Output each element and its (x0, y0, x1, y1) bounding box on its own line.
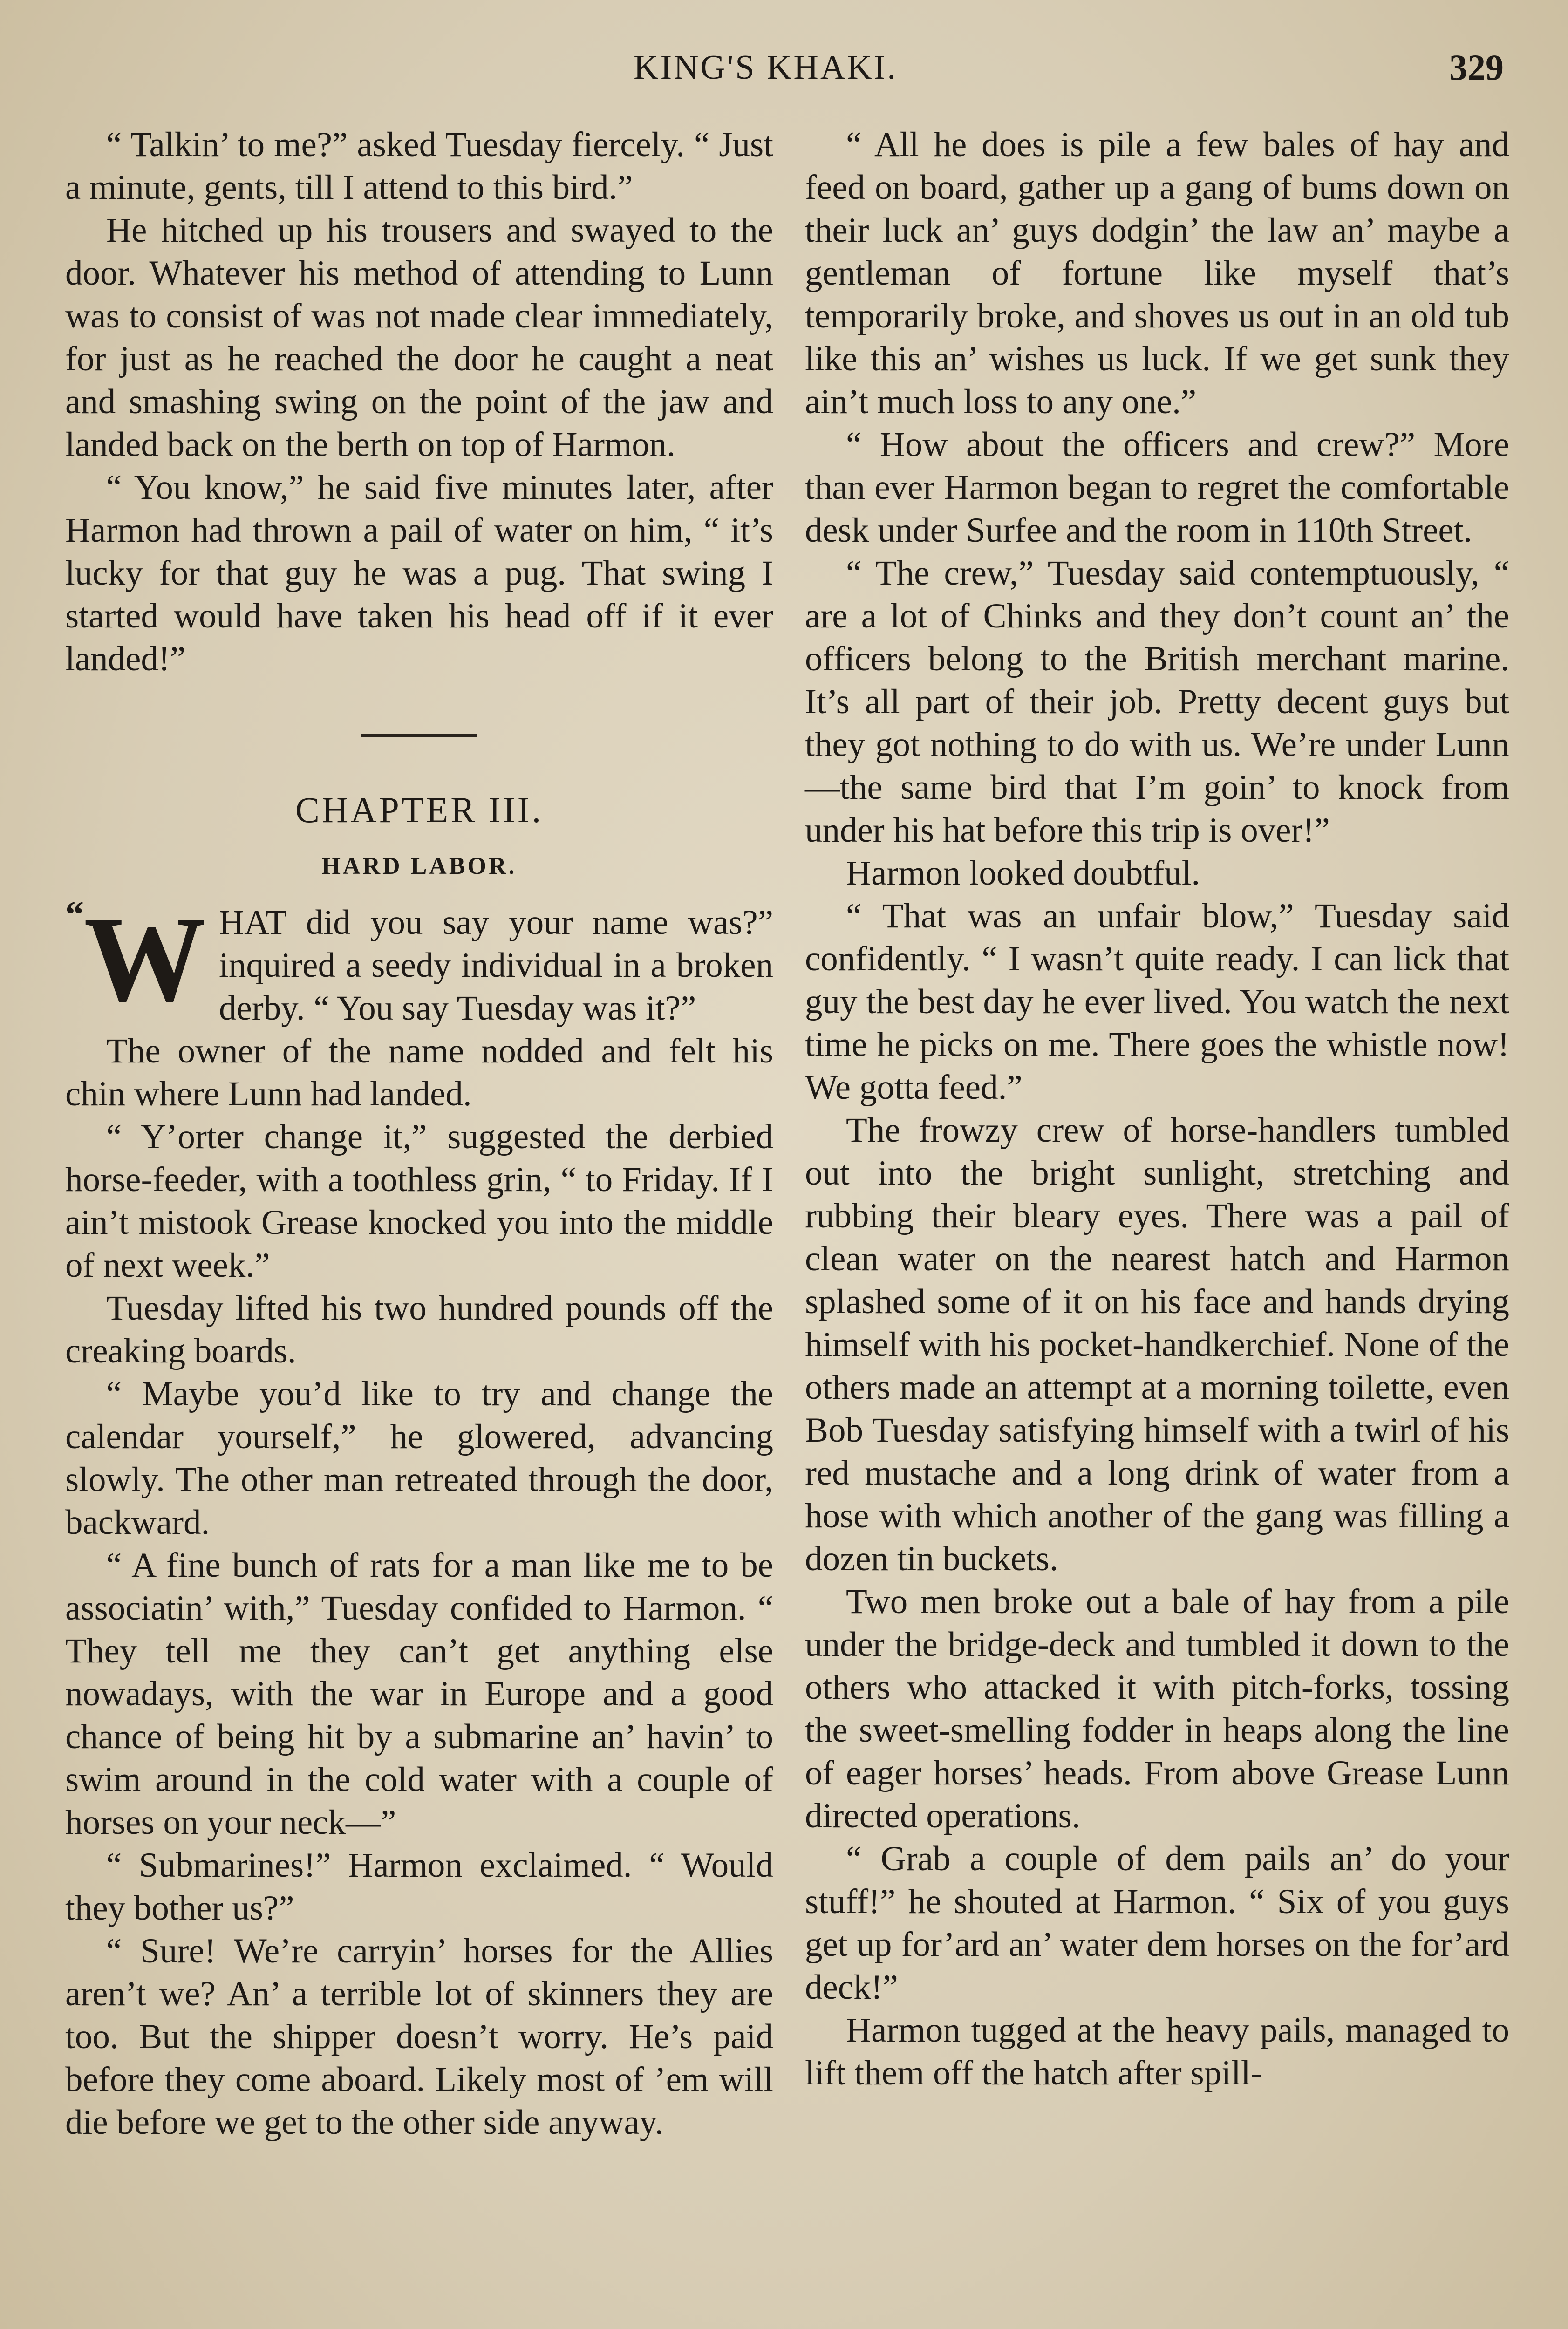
paragraph: He hitched up his trousers and swayed to the door. Whatever his method of attending to Lunn was to consist of was not made clear immediately, for just as he reached the door he caught a neat and smashing swing on the point of the jaw and landed back on the berth on top of Harmon. (65, 211, 773, 464)
paragraph: “ Y’orter change it,” suggested the derbied horse-feeder, with a toothless grin, “ to Friday. If I ain’t mistook Grease knocked you into the middle of next week.” (65, 1117, 773, 1285)
paragraph: Tuesday lifted his two hundred pounds off the creaking boards. (65, 1289, 773, 1370)
drop-cap: W (84, 892, 206, 1027)
page-number: 329 (1449, 47, 1504, 88)
paragraph: “ Submarines!” Harmon exclaimed. “ Would they bother us?” (65, 1846, 773, 1927)
paragraph: “ That was an unfair blow,” Tuesday said confidently. “ I wasn’t quite ready. I can lick that guy the best day he ever lived. You watch the next time he picks on me. There goes the whistle now! We gotta feed.” (805, 897, 1509, 1107)
paragraph: “ Maybe you’d like to try and change the calendar yourself,” he glowered, advancing slowly. The other man retreated through the door, backward. (65, 1375, 773, 1542)
opening-text: HAT did you say your name was?” inquired a seedy individual in a broken derby. “ You say Tuesday was it?” (219, 903, 773, 1028)
chapter-subtitle: HARD LABOR. (321, 853, 517, 879)
paragraph: The owner of the name nodded and felt his chin where Lunn had landed. (65, 1032, 773, 1113)
chapter-title: CHAPTER III. (295, 790, 544, 830)
page-header (0, 42, 1568, 93)
paragraph: “ Grab a couple of dem pails an’ do your stuff!” he shouted at Harmon. “ Six of you guys get up for’ard an’ water dem horses on the for’ard deck!” (805, 1839, 1509, 2007)
paragraph: “ How about the officers and crew?” More than ever Harmon began to regret the comfortable desk under Surfee and the room in 110th Street. (805, 425, 1509, 550)
opening-quote-mark: “ (65, 894, 84, 935)
left-column (65, 123, 773, 2144)
paragraph: Harmon looked doubtful. (846, 854, 1200, 892)
running-title: KING'S KHAKI. (634, 48, 898, 87)
paragraph: “ You know,” he said five minutes later, after Harmon had thrown a pail of water on him, “ it’s lucky for that guy he was a pug. That swing I started would have taken his head off if it ever landed!” (65, 468, 773, 678)
paragraph: The frowzy crew of horse-handlers tumbled out into the bright sunlight, stretching and rubbing their bleary eyes. There was a pail of clean water on the nearest hatch and Harmon splashed some of it on his face and hands drying himself with his pocket-handkerchief. None of the others made an attempt at a morning toilette, even Bob Tuesday satisfying himself with a twirl of his red mustache and a long drink of water from a hose with which another of the gang was filling a dozen tin buckets. (805, 1111, 1509, 1578)
paragraph: “ Sure! We’re carryin’ horses for the Allies aren’t we? An’ a terrible lot of skinners they are too. But the shipper doesn’t worry. He’s paid before they come aboard. Likely most of ’em will die before we get to the other side anyway. (65, 1932, 773, 2142)
paragraph: Two men broke out a bale of hay from a pile under the bridge-deck and tumbled it down to the others who attacked it with pitch-forks, tossing the sweet-smelling fodder in heaps along the line of eager horses’ heads. From above Grease Lunn directed operations. (805, 1582, 1509, 1835)
paragraph: “ Talkin’ to me?” asked Tuesday fiercely. “ Just a minute, gents, till I attend to this bird.” (65, 125, 773, 207)
paragraph: “ A fine bunch of rats for a man like me to be associatin’ with,” Tuesday confided to Harmon. “ They tell me they can’t get anything else nowadays, with the war in Europe and a good chance of being hit by a submarine an’ havin’ to swim around in the cold water with a couple of horses on your neck—” (65, 1546, 773, 1842)
paragraph: “ All he does is pile a few bales of hay and feed on board, gather up a gang of bums down on their luck an’ guys dodgin’ the law an’ maybe a gentleman of fortune like myself that’s temporarily broke, and shoves us out in an old tub like this an’ wishes us luck. If we get sunk they ain’t much loss to any one.” (805, 125, 1509, 421)
section-divider (361, 734, 477, 737)
right-column (805, 123, 1509, 2095)
chapter-opening-paragraph (65, 892, 773, 1030)
paragraph: Harmon tugged at the heavy pails, managed to lift them off the hatch after spill- (805, 2011, 1509, 2092)
paragraph: “ The crew,” Tuesday said contemptuously, “ are a lot of Chinks and they don’t count an’ the officers belong to the British merchant marine. It’s all part of their job. Pretty decent guys but they got nothing to do with us. We’re under Lunn—the same bird that I’m goin’ to knock from under his hat before this trip is over!” (805, 554, 1509, 850)
